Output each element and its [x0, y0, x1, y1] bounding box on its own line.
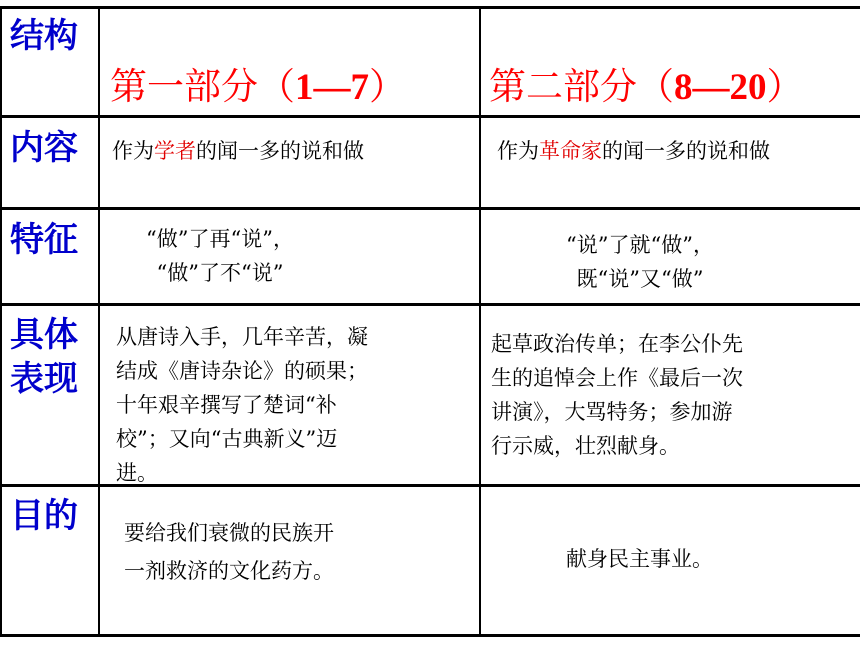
part1-feature — [146, 222, 294, 290]
part1-details-line: 结成《唐诗杂论》的硕果； — [116, 359, 368, 383]
row-header-structure: 结构 — [10, 16, 78, 56]
row-header-content: 内容 — [10, 128, 78, 168]
part2-content-prefix: 作为 — [497, 139, 539, 163]
part1-title-prefix: 第一部分（ — [110, 67, 295, 108]
part2-feature-line: “说”了就“做”， — [566, 233, 714, 257]
row-header-details-line: 具体 — [10, 315, 78, 355]
row-header-purpose: 目的 — [10, 496, 78, 536]
row-header-details — [10, 313, 78, 401]
table-rule — [0, 207, 860, 210]
table-rule-left — [0, 7, 2, 637]
part2-content-suffix: 的闻一多的说和做 — [602, 139, 770, 163]
part2-details-line: 讲演》，大骂特务；参加游 — [491, 400, 733, 424]
part1-details-line: 十年艰辛撰写了楚词“补 — [116, 393, 337, 417]
table-rule — [0, 303, 860, 306]
part2-feature — [566, 228, 714, 296]
part2-details-line: 生的追悼会上作《最后一次 — [491, 366, 743, 390]
part2-content-keyword: 革命家 — [539, 139, 602, 163]
part2-details-line: 行示威，壮烈献身。 — [491, 434, 680, 458]
part2-content — [497, 134, 770, 168]
part1-content — [112, 134, 364, 168]
part1-title-suffix: ） — [369, 67, 406, 108]
table-column-divider — [98, 7, 100, 637]
part2-feature-line: 既“说”又“做” — [576, 267, 704, 291]
row-header-details-line: 表现 — [10, 359, 78, 399]
part2-purpose — [566, 542, 713, 576]
part1-title — [110, 66, 406, 110]
part2-details — [491, 327, 743, 463]
part2-details-line: 起草政治传单；在李公仆先 — [491, 332, 743, 356]
table-rule-top — [0, 6, 860, 9]
table-column-divider — [479, 7, 481, 637]
part1-details-line: 进。 — [116, 461, 158, 485]
part2-content-clip — [481, 117, 860, 207]
table-rule-bottom — [0, 634, 860, 637]
part1-details-line: 从唐诗入手，几年辛苦，凝 — [116, 325, 368, 349]
part2-title-prefix: 第二部分（ — [489, 67, 674, 108]
part1-feature-line: “做”了再“说”， — [146, 227, 294, 251]
part2-title-suffix: ） — [766, 67, 804, 108]
part1-content-suffix: 的闻一多的说和做 — [196, 139, 364, 163]
part1-title-range: 1—7 — [295, 67, 369, 108]
part1-purpose — [124, 514, 334, 590]
part1-details — [116, 320, 368, 490]
part2-title-range: 8—20 — [674, 67, 767, 108]
part1-content-prefix: 作为 — [112, 139, 154, 163]
row-header-feature: 特征 — [10, 220, 78, 260]
part1-details-line: 校”；又向“古典新义”迈 — [116, 427, 338, 451]
part1-purpose-line: 要给我们衰微的民族开 — [124, 521, 334, 545]
part2-title — [489, 66, 804, 110]
part1-feature-line: “做”了不“说” — [156, 261, 284, 285]
part1-content-keyword: 学者 — [154, 139, 196, 163]
part2-purpose-line: 献身民主事业。 — [566, 547, 713, 571]
part1-purpose-line: 一剂救济的文化药方。 — [124, 559, 334, 583]
